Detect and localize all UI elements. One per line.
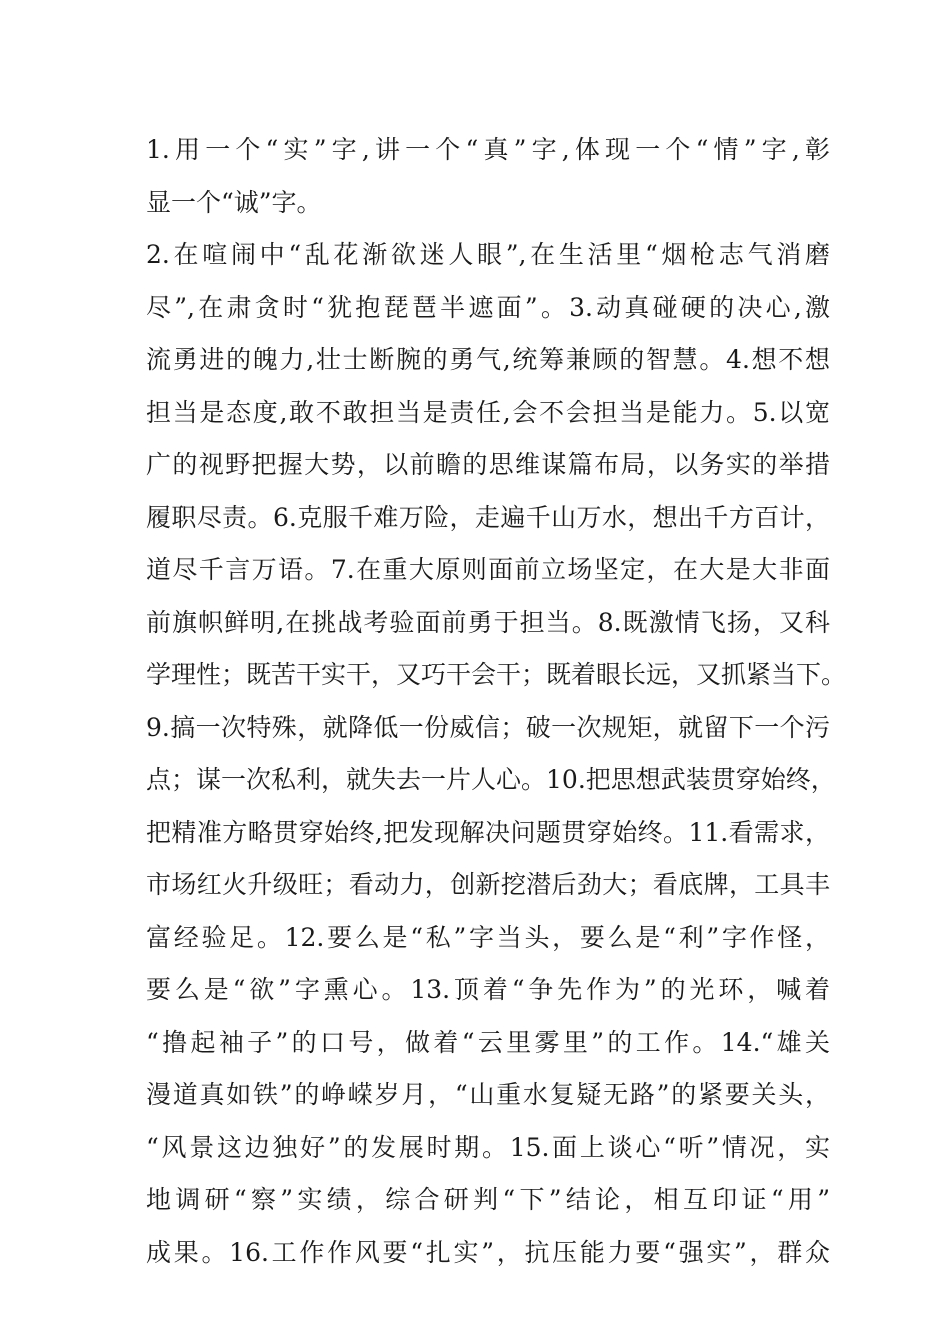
text-line: 流勇进的魄力,壮士断腕的勇气,统筹兼顾的智慧。4.想不想 — [146, 345, 830, 374]
text-line: 要么是“欲”字熏心。13.顶着“争先作为”的光环，喊着 — [146, 975, 830, 1004]
text-line: 广的视野把握大势，以前瞻的思维谋篇布局，以务实的举措 — [146, 450, 830, 479]
text-line: 地调研“察”实绩，综合研判“下”结论，相互印证“用” — [146, 1185, 830, 1214]
text-line: 尽”,在肃贪时“犹抱琵琶半遮面”。3.动真碰硬的决心,激 — [146, 292, 830, 322]
text-line: “风景这边独好”的发展时期。15.面上谈心“听”情况，实 — [146, 1132, 830, 1162]
text-line: 9.搞一次特殊，就降低一份威信；破一次规矩，就留下一个污 — [146, 712, 830, 742]
text-line: 显一个“诚”字。 — [146, 187, 322, 217]
text-line: 1.用一个“实”字,讲一个“真”字,体现一个“情”字,彰 — [146, 135, 830, 164]
text-line: 学理性；既苦干实干，又巧干会干；既着眼长远，又抓紧当下。 — [146, 660, 847, 689]
text-line: 点；谋一次私利，就失去一片人心。10.把思想武装贯穿始终， — [146, 765, 836, 794]
text-line: 履职尽责。6.克服千难万险，走遍千山万水，想出千方百计， — [146, 502, 830, 532]
text-line: 成果。16.工作作风要“扎实”，抗压能力要“强实”，群众 — [146, 1237, 830, 1267]
text-line: 把精准方略贯穿始终,把发现解决问题贯穿始终。11.看需求， — [146, 817, 830, 847]
text-line: 前旗帜鲜明,在挑战考验面前勇于担当。8.既激情飞扬，又科 — [146, 607, 830, 637]
text-line: “撸起袖子”的口号，做着“云里雾里”的工作。14.“雄关 — [146, 1027, 830, 1057]
text-line: 市场红火升级旺；看动力，创新挖潜后劲大；看底牌，工具丰 — [146, 870, 830, 899]
text-line: 漫道真如铁”的峥嵘岁月，“山重水复疑无路”的紧要关头， — [146, 1080, 830, 1109]
text-line: 担当是态度,敢不敢担当是责任,会不会担当是能力。5.以宽 — [146, 397, 830, 427]
text-line: 道尽千言万语。7.在重大原则面前立场坚定，在大是大非面 — [146, 555, 830, 584]
body-text — [146, 124, 847, 1279]
text-line: 2.在喧闹中“乱花渐欲迷人眼”,在生活里“烟枪志气消磨 — [146, 240, 830, 269]
text-line: 富经验足。12.要么是“私”字当头，要么是“利”字作怪， — [146, 922, 830, 952]
